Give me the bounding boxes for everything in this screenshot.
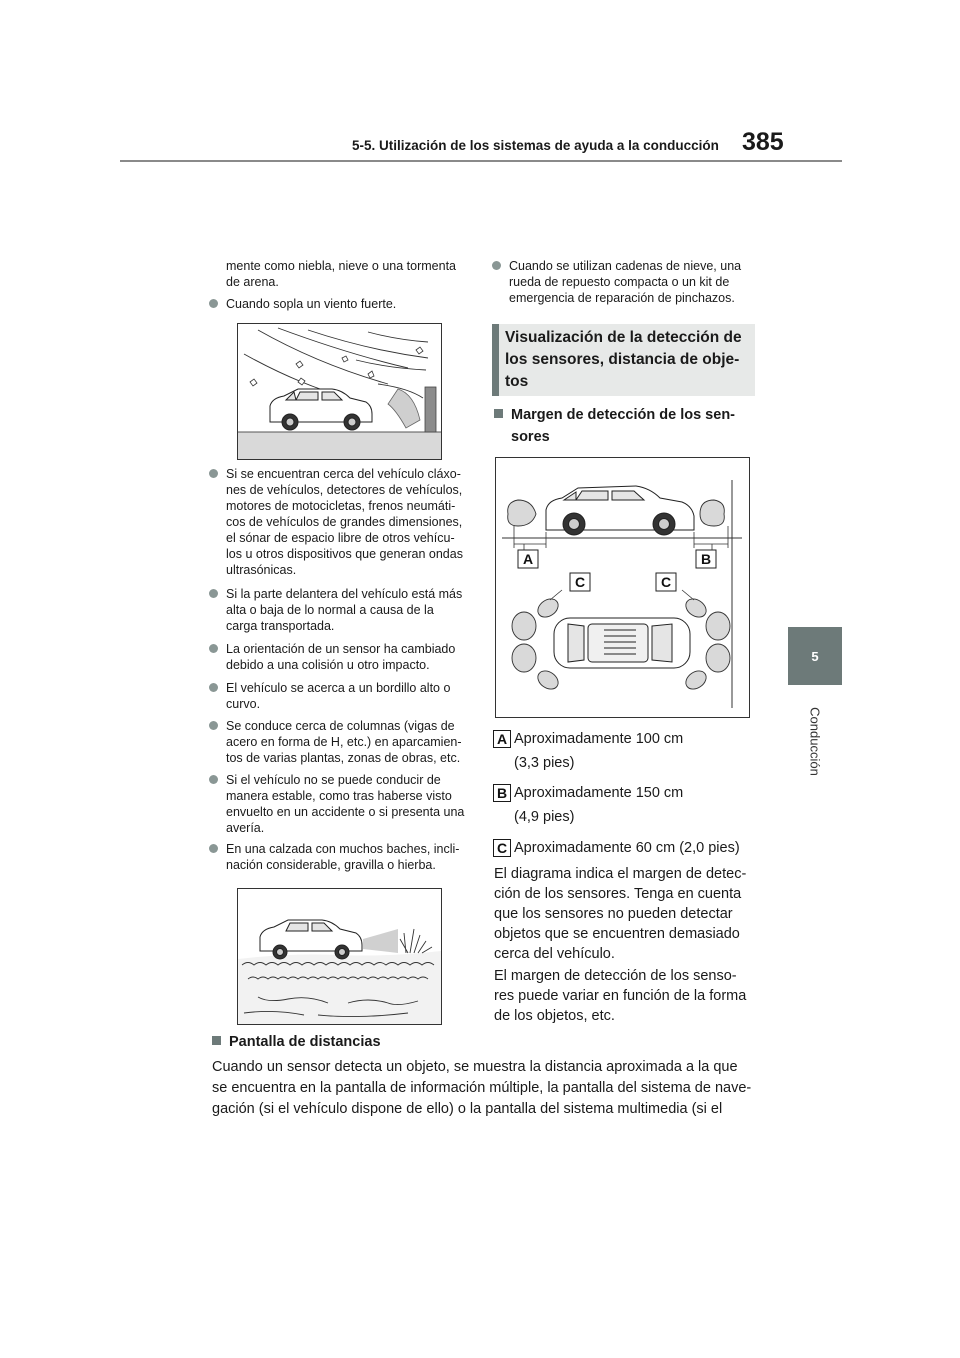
bullet-dot-icon	[209, 644, 218, 653]
bullet-dot-icon	[209, 299, 218, 308]
square-bullet-icon	[212, 1036, 221, 1045]
bullet-dot-icon	[209, 469, 218, 478]
subhead-margin: Margen de detección de los sen- sores	[494, 404, 735, 448]
figure-wind	[237, 323, 442, 460]
legend-tag-a: A	[493, 730, 511, 748]
bullet-dot-icon	[209, 844, 218, 853]
square-bullet-icon	[494, 409, 503, 418]
legend-a-line1: Aproximadamente 100 cm	[514, 731, 684, 747]
legend-tag-b: B	[493, 784, 511, 802]
paragraph-margin-info: El diagrama indica el margen de detec- ción de los sensores. Tenga en cuenta que los sensores no pueden detectar objetos que se encuentren demasiado cerca del vehículo.	[494, 866, 747, 962]
diagram-label-a: A	[522, 551, 534, 567]
diagram-label-c-right: C	[660, 574, 672, 590]
paragraph-distance-display: Cuando un sensor detecta un objeto, se muestra la distancia aproximada a la que se encuentra en la pantalla de información múltiple, la pantalla del sistema de nave- gación (si el vehículo dispone de ello) o la pantalla del sistema multimedia (si el	[212, 1059, 752, 1117]
chapter-tab: 5	[788, 627, 842, 685]
bullet-wind: Cuando sopla un viento fuerte.	[209, 296, 469, 312]
legend-b-line2: (4,9 pies)	[514, 809, 575, 825]
page-number: 385	[742, 128, 784, 156]
header-rule	[120, 160, 842, 162]
legend-c-line1: Aproximadamente 60 cm (2,0 pies)	[514, 840, 740, 856]
header-title: 5-5. Utilización de los sistemas de ayuda a la conducción	[352, 138, 719, 153]
figure-sensor-range	[495, 457, 750, 718]
paragraph-margin-variation: El margen de detección de los senso- res puede variar en función de la forma de los objetos, etc.	[494, 968, 747, 1024]
diagram-label-c-left: C	[574, 574, 586, 590]
section-heading-bar	[492, 324, 499, 396]
section-title: Visualización de la detección de los sensores, distancia de obje- tos	[505, 329, 742, 390]
figure-rough-road	[237, 888, 442, 1025]
bullet-dot-icon	[209, 683, 218, 692]
bullet-dot-icon	[492, 261, 501, 270]
bullet-dot-icon	[209, 721, 218, 730]
sensor-range-diagram	[496, 458, 749, 717]
legend-a-line2: (3,3 pies)	[514, 755, 575, 771]
rough-road-illustration	[238, 889, 441, 1024]
legend-b-line1: Aproximadamente 150 cm	[514, 785, 684, 801]
subhead-distance-display: Pantalla de distancias	[212, 1031, 381, 1053]
wind-car-illustration	[238, 324, 441, 459]
intro-line-2: de arena.	[226, 275, 279, 289]
diagram-label-b: B	[700, 551, 712, 567]
bullet-dot-icon	[209, 775, 218, 784]
bullet-dot-icon	[209, 589, 218, 598]
chapter-label: Conducción	[807, 707, 823, 776]
legend-tag-c: C	[493, 839, 511, 857]
intro-line-1: mente como niebla, nieve o una tormenta	[226, 259, 456, 273]
